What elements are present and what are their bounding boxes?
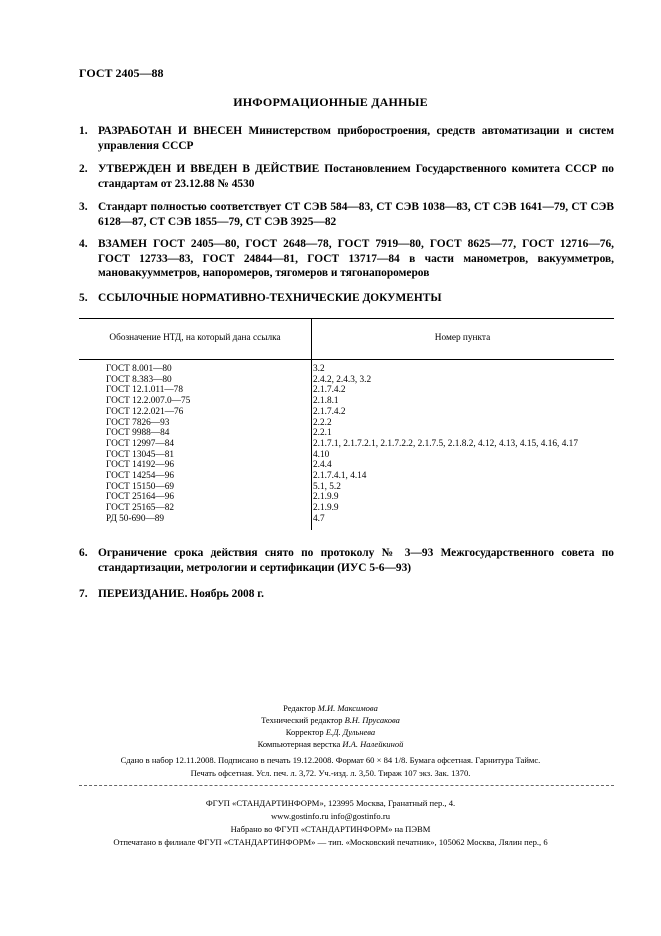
item-number: 3. bbox=[79, 201, 88, 213]
publisher-line-3: Набрано во ФГУП «СТАНДАРТИНФОРМ» на ПЭВМ bbox=[230, 824, 431, 834]
ref-document: ГОСТ 15150—69 bbox=[106, 481, 175, 492]
ref-document: ГОСТ 9988—84 bbox=[106, 428, 170, 439]
info-item-2 bbox=[79, 162, 614, 191]
table-row bbox=[79, 375, 614, 386]
ref-points: 2.2.2 bbox=[313, 417, 332, 428]
ref-document: ГОСТ 25164—96 bbox=[106, 492, 175, 503]
table-header-point: Номер пункта bbox=[434, 333, 491, 343]
info-item-4 bbox=[79, 237, 614, 281]
table-row bbox=[79, 385, 614, 396]
print-details-line-1: Сдано в набор 12.11.2008. Подписано в печать 19.12.2008. Формат 60 × 84 1/8. Бумага офсетная. Гарнитура Таймс. bbox=[120, 755, 541, 765]
editor-name: М.И. Максимова bbox=[317, 703, 378, 713]
corrector-line: Корректор Е.Д. Дульнева bbox=[285, 727, 376, 737]
info-item-3 bbox=[79, 200, 614, 229]
ref-points: 2.1.7.4.2 bbox=[313, 406, 346, 417]
table-row bbox=[79, 450, 614, 461]
layout-name: И.А. Налейкиной bbox=[342, 739, 404, 749]
ref-points: 3.2 bbox=[313, 364, 325, 374]
item-text: ВЗАМЕН ГОСТ 2405—80, ГОСТ 2648—78, ГОСТ 7919—80, ГОСТ 8625—77, ГОСТ 12716—76, ГОСТ 12733—83, ГОСТ 24844—81, ГОСТ 13717—84 в части манометров, вакуумметров, мановакуумметров, напоромеров, тягомеров и тягонапоромеров bbox=[98, 238, 614, 279]
ref-document: РД 50-690—89 bbox=[106, 513, 165, 524]
item-text: РАЗРАБОТАН И ВНЕСЕН Министерством приборостроения, средств автоматизации и систем управления СССР bbox=[98, 125, 614, 152]
item-text: УТВЕРЖДЕН И ВВЕДЕН В ДЕЙСТВИЕ Постановлением Государственного комитета СССР по стандартам от 23.12.88 № 4530 bbox=[98, 163, 614, 190]
table-row bbox=[79, 514, 614, 525]
table-row bbox=[79, 482, 614, 493]
ref-points: 2.4.2, 2.4.3, 3.2 bbox=[313, 374, 372, 385]
table-header bbox=[79, 318, 614, 360]
publisher-line-4: Отпечатано в филиале ФГУП «СТАНДАРТИНФОРМ» — тип. «Московский печатник», 105062 Москва, Лялин пер., 6 bbox=[113, 837, 548, 847]
print-details bbox=[0, 754, 661, 780]
item-number: 5. bbox=[79, 292, 88, 304]
item-text: Стандарт полностью соответствует СТ СЭВ 584—83, СТ СЭВ 1038—83, СТ СЭВ 1641—79, СТ СЭВ 6128—87, СТ СЭВ 1855—79, СТ СЭВ 3925—82 bbox=[98, 201, 614, 228]
ref-document: ГОСТ 14192—96 bbox=[106, 460, 175, 471]
references-table bbox=[79, 318, 614, 525]
ref-points: 2.4.4 bbox=[313, 460, 332, 471]
table-row bbox=[79, 439, 614, 450]
info-item-5 bbox=[79, 291, 614, 306]
ref-points: 2.1.9.9 bbox=[313, 503, 339, 514]
info-item-1 bbox=[79, 124, 614, 153]
ref-points: 2.1.7.4.2 bbox=[313, 385, 346, 396]
item-number: 7. bbox=[79, 588, 88, 600]
tech-editor-name: В.Н. Прусакова bbox=[344, 715, 400, 725]
ref-points: 5.1, 5.2 bbox=[313, 481, 341, 492]
item-number: 6. bbox=[79, 547, 88, 559]
info-item-7 bbox=[79, 587, 614, 602]
table-row bbox=[79, 407, 614, 418]
table-row bbox=[79, 471, 614, 482]
ref-points: 2.1.7.1, 2.1.7.2.1, 2.1.7.2.2, 2.1.7.5, 2.1.8.2, 4.12, 4.13, 4.15, 4.16, 4.17 bbox=[313, 438, 578, 449]
ref-document: ГОСТ 13045—81 bbox=[106, 449, 175, 460]
tech-editor-line: Технический редактор В.Н. Прусакова bbox=[261, 715, 400, 725]
publisher-info bbox=[0, 797, 661, 849]
ref-points: 2.1.9.9 bbox=[313, 492, 339, 503]
ref-points: 4.7 bbox=[313, 513, 325, 524]
item-number: 4. bbox=[79, 238, 88, 250]
table-row bbox=[79, 460, 614, 471]
item-number: 2. bbox=[79, 163, 88, 175]
info-item-6 bbox=[79, 546, 614, 575]
ref-points: 2.1.7.4.1, 4.14 bbox=[313, 471, 367, 482]
table-row bbox=[79, 396, 614, 407]
item-text: ССЫЛОЧНЫЕ НОРМАТИВНО-ТЕХНИЧЕСКИЕ ДОКУМЕНТЫ bbox=[98, 292, 442, 304]
corrector-name: Е.Д. Дульнева bbox=[325, 727, 376, 737]
ref-document: ГОСТ 14254—96 bbox=[106, 471, 175, 482]
layout-line: Компьютерная верстка И.А. Налейкиной bbox=[257, 739, 404, 749]
section-title: ИНФОРМАЦИОННЫЕ ДАННЫЕ bbox=[233, 95, 428, 109]
divider bbox=[79, 785, 614, 787]
item-text: Ограничение срока действия снято по протоколу № 3—93 Межгосударственного совета по стандартизации, метрологии и сертификации (ИУС 5-6—93) bbox=[98, 547, 614, 574]
editorial-credits bbox=[0, 702, 661, 750]
table-row bbox=[79, 428, 614, 439]
table-row bbox=[79, 492, 614, 503]
item-number: 1. bbox=[79, 125, 88, 137]
ref-document: ГОСТ 25165—82 bbox=[106, 503, 175, 514]
item-text: ПЕРЕИЗДАНИЕ. Ноябрь 2008 г. bbox=[98, 588, 265, 600]
ref-document: ГОСТ 12.2.021—76 bbox=[106, 406, 184, 417]
ref-document: ГОСТ 12.2.007.0—75 bbox=[106, 396, 191, 407]
table-row bbox=[79, 503, 614, 514]
editor-line: Редактор М.И. Максимова bbox=[283, 703, 378, 713]
ref-document: ГОСТ 12.1.011—78 bbox=[106, 385, 183, 396]
publisher-line-1: ФГУП «СТАНДАРТИНФОРМ», 123995 Москва, Гранатный пер., 4. bbox=[205, 798, 456, 808]
ref-document: ГОСТ 7826—93 bbox=[106, 417, 170, 428]
table-row bbox=[79, 418, 614, 429]
publisher-line-2: www.gostinfo.ru info@gostinfo.ru bbox=[270, 811, 391, 821]
ref-document: ГОСТ 12997—84 bbox=[106, 438, 175, 449]
table-body bbox=[79, 360, 614, 525]
ref-points: 2.1.8.1 bbox=[313, 396, 339, 407]
print-details-line-2: Печать офсетная. Усл. печ. л. 3,72. Уч.-изд. л. 3,50. Тираж 107 экз. Зак. 1370. bbox=[190, 768, 471, 778]
table-row bbox=[79, 364, 614, 375]
ref-document: ГОСТ 8.001—80 bbox=[106, 364, 172, 374]
ref-points: 4.10 bbox=[313, 449, 330, 460]
ref-document: ГОСТ 8.383—80 bbox=[106, 374, 172, 385]
ref-points: 2.2.1 bbox=[313, 428, 332, 439]
document-code: ГОСТ 2405—88 bbox=[79, 66, 164, 80]
table-header-document: Обозначение НТД, на который дана ссылка bbox=[109, 333, 281, 343]
